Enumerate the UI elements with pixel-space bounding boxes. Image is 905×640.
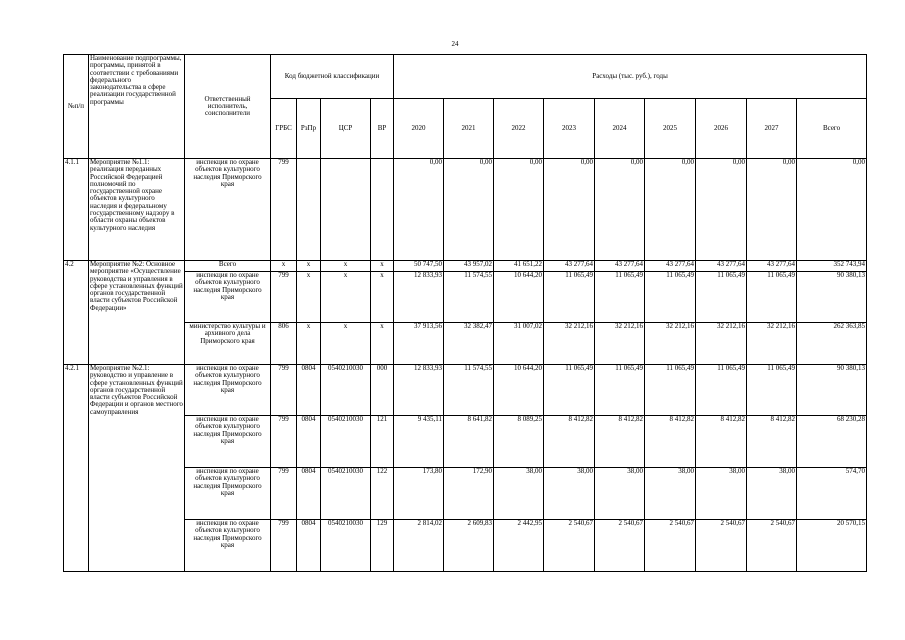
value-2026: 11 065,49: [696, 365, 747, 416]
row-number: 4.2.1: [64, 365, 89, 572]
value-2023: 8 412,82: [544, 416, 595, 468]
value-2020: 9 435,11: [394, 416, 444, 468]
value-2020: 173,80: [394, 468, 444, 520]
value-2022: 31 007,02: [494, 323, 544, 365]
header-expenses: Расходы (тыс. руб.), годы: [394, 55, 867, 99]
table-row: [64, 468, 867, 520]
value-2024: 32 212,16: [595, 323, 645, 365]
csr-cell: 0540210030: [321, 520, 371, 572]
header-csr: ЦСР: [321, 99, 371, 159]
grbs-cell: 799: [271, 272, 297, 323]
value-2026: 43 277,64: [696, 261, 747, 272]
value-2025: 2 540,67: [645, 520, 696, 572]
value-2026: 11 065,49: [696, 272, 747, 323]
rzpr-cell: x: [297, 261, 321, 272]
table-row: [64, 323, 867, 365]
event-name: Мероприятие №2: Основное мероприятие «Осуществление руководства и управления в сфере установленных функций органов государственной власти субъектов Российской Федерации»: [89, 261, 185, 365]
value-2024: 43 277,64: [595, 261, 645, 272]
value-2027: 43 277,64: [747, 261, 797, 272]
header-year-2025: 2025: [645, 99, 696, 159]
value-2022: 38,00: [494, 468, 544, 520]
value-2020: 50 747,50: [394, 261, 444, 272]
value-2023: 43 277,64: [544, 261, 595, 272]
rzpr-cell: 0804: [297, 365, 321, 416]
value-2023: 38,00: [544, 468, 595, 520]
table-row: [64, 159, 867, 261]
table-row: [64, 416, 867, 468]
event-name: Мероприятие №2.1: руководство и управление в сфере установленных функций органов государственной власти субъектов Российской Федерации и органов местного самоуправления: [89, 365, 185, 572]
header-year-2022: 2022: [494, 99, 544, 159]
executor: инспекция по охране объектов культурного наследия Приморского края: [185, 416, 271, 468]
grbs-cell: 806: [271, 323, 297, 365]
value-2027: 2 540,67: [747, 520, 797, 572]
vr-cell: 121: [371, 416, 394, 468]
header-year-2026: 2026: [696, 99, 747, 159]
rzpr-cell: x: [297, 323, 321, 365]
executor: инспекция по охране объектов культурного наследия Приморского края: [185, 520, 271, 572]
header-year-2020: 2020: [394, 99, 444, 159]
value-2022: 2 442,95: [494, 520, 544, 572]
value-2024: 0,00: [595, 159, 645, 261]
executor: министерство культуры и архивного дела Приморского края: [185, 323, 271, 365]
value-total: 68 230,28: [797, 416, 867, 468]
header-budget-code: Код бюджетной классификации: [271, 55, 394, 99]
value-2025: 32 212,16: [645, 323, 696, 365]
grbs-cell: 799: [271, 159, 297, 261]
csr-cell: 0540210030: [321, 468, 371, 520]
value-2027: 38,00: [747, 468, 797, 520]
value-2020: 37 913,56: [394, 323, 444, 365]
value-2026: 38,00: [696, 468, 747, 520]
row-number: 4.2: [64, 261, 89, 365]
value-2026: 2 540,67: [696, 520, 747, 572]
table-row: [64, 272, 867, 323]
value-2022: 8 089,25: [494, 416, 544, 468]
value-total: 574,70: [797, 468, 867, 520]
value-2020: 0,00: [394, 159, 444, 261]
value-2021: 8 641,82: [444, 416, 494, 468]
rzpr-cell: 0804: [297, 416, 321, 468]
value-2027: 11 065,49: [747, 365, 797, 416]
csr-cell: 0540210030: [321, 416, 371, 468]
value-2020: 12 833,93: [394, 365, 444, 416]
value-2021: 11 574,55: [444, 365, 494, 416]
value-2022: 10 644,20: [494, 272, 544, 323]
rzpr-cell: x: [297, 272, 321, 323]
page-number: 24: [451, 40, 459, 48]
budget-table: [63, 54, 867, 572]
vr-cell: 129: [371, 520, 394, 572]
csr-cell: 0540210030: [321, 365, 371, 416]
value-2024: 11 065,49: [595, 272, 645, 323]
value-2021: 2 609,83: [444, 520, 494, 572]
value-2023: 0,00: [544, 159, 595, 261]
header-num: №п/п: [64, 55, 89, 159]
value-2022: 10 644,20: [494, 365, 544, 416]
value-total: 0,00: [797, 159, 867, 261]
value-2025: 38,00: [645, 468, 696, 520]
value-total: 352 743,94: [797, 261, 867, 272]
rzpr-cell: 0804: [297, 520, 321, 572]
value-2026: 32 212,16: [696, 323, 747, 365]
vr-cell: 000: [371, 365, 394, 416]
value-2027: 32 212,16: [747, 323, 797, 365]
value-2025: 0,00: [645, 159, 696, 261]
vr-cell: x: [371, 323, 394, 365]
header-rzpr: РзПр: [297, 99, 321, 159]
value-2020: 2 814,02: [394, 520, 444, 572]
value-2027: 8 412,82: [747, 416, 797, 468]
header-year-2021: 2021: [444, 99, 494, 159]
value-total: 20 570,15: [797, 520, 867, 572]
value-2023: 11 065,49: [544, 365, 595, 416]
value-2026: 8 412,82: [696, 416, 747, 468]
rzpr-cell: [297, 159, 321, 261]
grbs-cell: 799: [271, 520, 297, 572]
table-row: [64, 365, 867, 416]
value-2025: 11 065,49: [645, 365, 696, 416]
value-2021: 43 957,02: [444, 261, 494, 272]
header-total: Всего: [797, 99, 867, 159]
value-2022: 41 651,22: [494, 261, 544, 272]
vr-cell: x: [371, 261, 394, 272]
value-2021: 11 574,55: [444, 272, 494, 323]
header-year-2024: 2024: [595, 99, 645, 159]
value-total: 90 380,13: [797, 365, 867, 416]
value-2021: 0,00: [444, 159, 494, 261]
value-2024: 11 065,49: [595, 365, 645, 416]
table-row: [64, 261, 867, 272]
vr-cell: x: [371, 272, 394, 323]
table-row: [64, 520, 867, 572]
csr-cell: x: [321, 261, 371, 272]
value-2021: 32 382,47: [444, 323, 494, 365]
grbs-cell: 799: [271, 416, 297, 468]
value-2024: 2 540,67: [595, 520, 645, 572]
event-name: Мероприятие №1.1: реализация переданных Российской Федерацией полномочий по государственной охране объектов культурного наследия и федеральному государственному надзору в области охраны объектов культурного наследия: [89, 159, 185, 261]
value-2024: 38,00: [595, 468, 645, 520]
vr-cell: [371, 159, 394, 261]
executor: инспекция по охране объектов культурного наследия Приморского края: [185, 468, 271, 520]
executor: инспекция по охране объектов культурного наследия Приморского края: [185, 365, 271, 416]
csr-cell: x: [321, 323, 371, 365]
header-year-2027: 2027: [747, 99, 797, 159]
value-2022: 0,00: [494, 159, 544, 261]
value-2023: 11 065,49: [544, 272, 595, 323]
header-year-2023: 2023: [544, 99, 595, 159]
row-number: 4.1.1: [64, 159, 89, 261]
value-total: 262 363,85: [797, 323, 867, 365]
value-2025: 11 065,49: [645, 272, 696, 323]
csr-cell: x: [321, 272, 371, 323]
value-2021: 172,90: [444, 468, 494, 520]
csr-cell: [321, 159, 371, 261]
value-2025: 8 412,82: [645, 416, 696, 468]
grbs-cell: 799: [271, 365, 297, 416]
header-vr: ВР: [371, 99, 394, 159]
executor: инспекция по охране объектов культурного наследия Приморского края: [185, 272, 271, 323]
value-2025: 43 277,64: [645, 261, 696, 272]
value-2027: 11 065,49: [747, 272, 797, 323]
value-2027: 0,00: [747, 159, 797, 261]
grbs-cell: 799: [271, 468, 297, 520]
vr-cell: 122: [371, 468, 394, 520]
rzpr-cell: 0804: [297, 468, 321, 520]
value-2023: 32 212,16: [544, 323, 595, 365]
value-2020: 12 833,93: [394, 272, 444, 323]
header-grbs: ГРБС: [271, 99, 297, 159]
header-name: Наименование подпрограммы, программы, принятой в соответствии с требованиями федерального законодательства в сфере реализации государственной программы: [89, 55, 185, 159]
executor: инспекция по охране объектов культурного наследия Приморского края: [185, 159, 271, 261]
value-2023: 2 540,67: [544, 520, 595, 572]
value-2024: 8 412,82: [595, 416, 645, 468]
executor: Всего: [185, 261, 271, 272]
header-executor: Ответственный исполнитель, соисполнители: [185, 55, 271, 159]
value-total: 90 380,13: [797, 272, 867, 323]
grbs-cell: x: [271, 261, 297, 272]
value-2026: 0,00: [696, 159, 747, 261]
